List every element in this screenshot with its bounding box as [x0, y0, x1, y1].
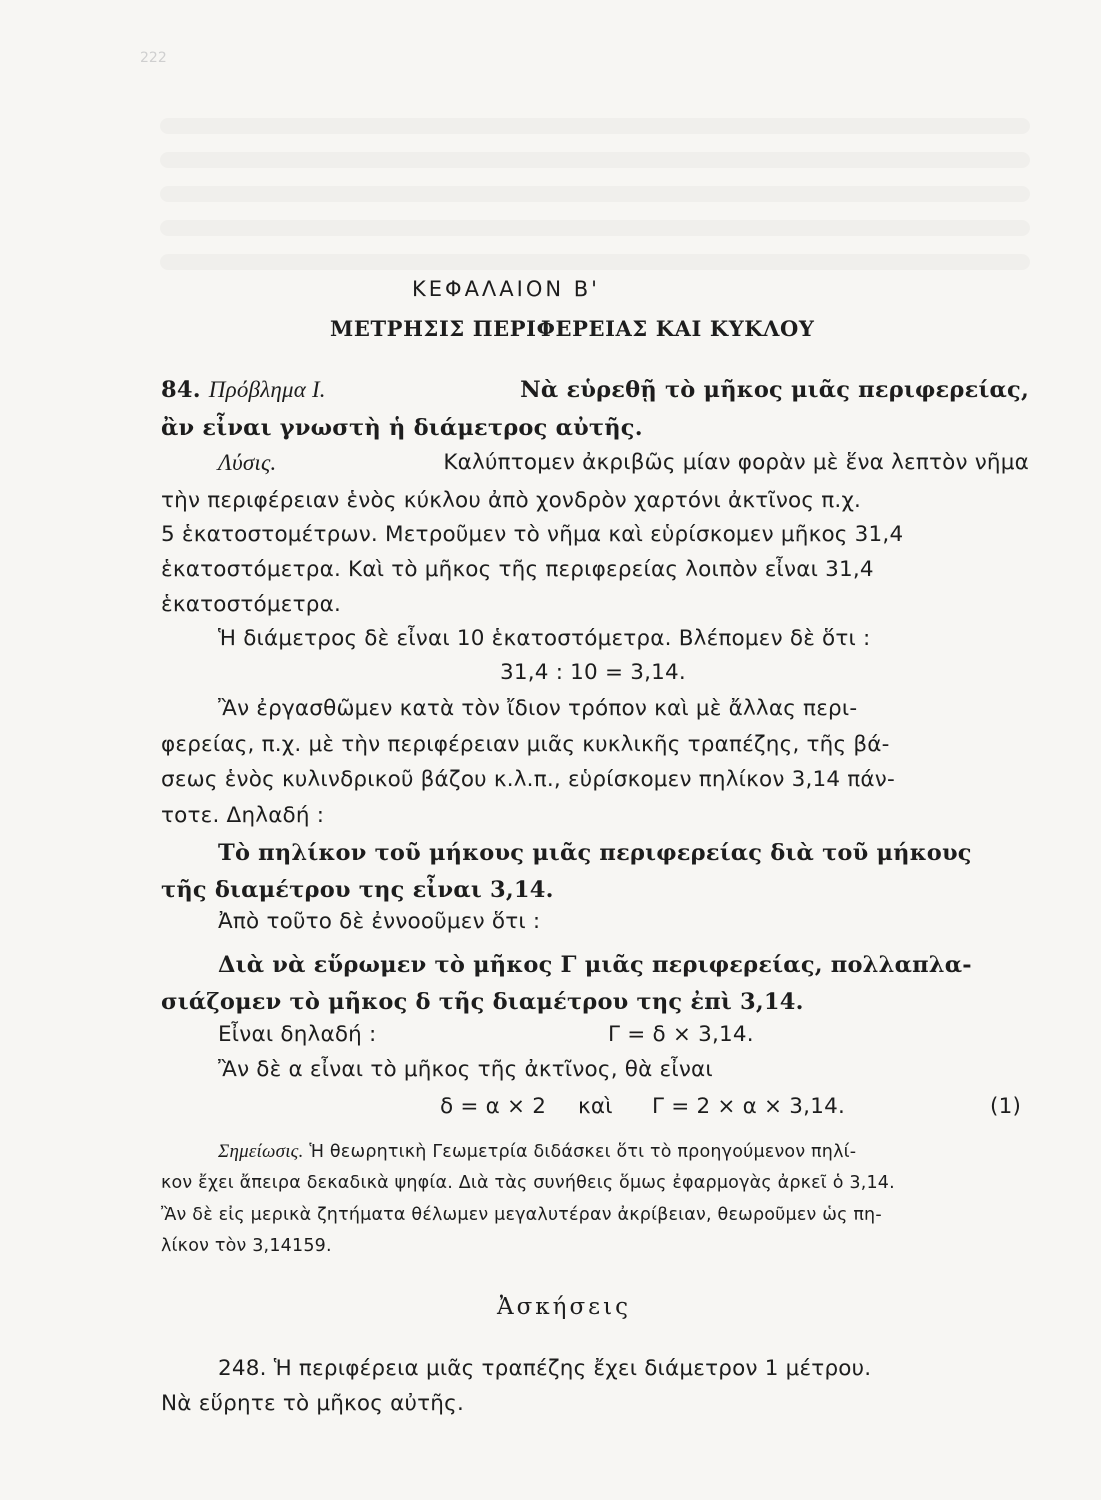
bleed-through: [160, 152, 1030, 168]
note-label: Σημείωσις.: [218, 1141, 304, 1162]
section-title: ΜΕΤΡΗΣΙΣ ΠΕΡΙΦΕΡΕΙΑΣ ΚΑΙ ΚΥΚΛΟΥ: [330, 316, 815, 341]
text-line: 5 ἑκατοστομέτρων. Μετροῦμεν τὸ νῆμα καὶ εὑρίσκομεν μῆκος 31,4: [161, 522, 904, 547]
text-line: Καλύπτομεν ἀκριβῶς μίαν φορὰν μὲ ἕνα λεπτὸν νῆμα: [443, 450, 1029, 475]
text-line: Ἂν δὲ α εἶναι τὸ μῆκος τῆς ἀκτῖνος, θὰ εἶναι: [218, 1057, 713, 1082]
text-line: Εἶναι δηλαδή :: [218, 1022, 377, 1047]
rule-statement: Διὰ νὰ εὕρωμεν τὸ μῆκος Γ μιᾶς περιφερείας, πολλαπλα-: [218, 952, 972, 978]
note-text: Ἡ θεωρητικὴ Γεωμετρία διδάσκει ὅτι τὸ προηγούμενον πηλί-: [309, 1142, 857, 1162]
text-line: φερείας, π.χ. μὲ τὴν περιφέρειαν μιᾶς κυκλικῆς τραπέζης, τῆς βά-: [161, 732, 890, 757]
chapter-heading: ΚΕΦΑΛΑΙΟΝ Β': [412, 277, 600, 301]
bleed-through: [160, 186, 1030, 202]
rule-statement: Τὸ πηλίκον τοῦ μήκους μιᾶς περιφερείας διὰ τοῦ μήκους: [218, 840, 972, 866]
bleed-through: [160, 220, 1030, 236]
bleed-through: [160, 254, 1030, 270]
equation-number: (1): [990, 1094, 1022, 1119]
page-number: 222: [140, 50, 167, 66]
exercise-line: Νὰ εὕρητε τὸ μῆκος αὐτῆς.: [161, 1391, 464, 1416]
note-line: Ἂν δὲ εἰς μερικὰ ζητήματα θέλωμεν μεγαλυτέραν ἀκρίβειαν, θεωροῦμεν ὡς πη-: [161, 1205, 882, 1225]
text-line: ἑκατοστόμετρα.: [161, 592, 341, 617]
solution-line: [218, 446, 1029, 480]
equation-connector: καὶ: [578, 1094, 613, 1119]
rule-statement: σιάζομεν τὸ μῆκος δ τῆς διαμέτρου της ἐπὶ 3,14.: [161, 989, 804, 1015]
note-line: κον ἔχει ἄπειρα δεκαδικὰ ψηφία. Διὰ τὰς συνήθεις ὅμως ἐφαρμογὰς ἀρκεῖ ὁ 3,14.: [161, 1173, 895, 1193]
text-line: τοτε. Δηλαδή :: [161, 803, 325, 828]
problem-number: 84.: [161, 377, 201, 403]
problem-statement: ἂν εἶναι γνωστὴ ἡ διάμετρος αὐτῆς.: [161, 415, 643, 441]
note-line: λίκον τὸν 3,14159.: [161, 1236, 332, 1256]
rule-statement: τῆς διαμέτρου της εἶναι 3,14.: [161, 877, 554, 903]
equation: δ = α × 2: [440, 1094, 547, 1119]
problem-label: Πρόβλημα Ι.: [208, 377, 326, 402]
text-line: Ἂν ἐργασθῶμεν κατὰ τὸν ἴδιον τρόπον καὶ μὲ ἄλλας περι-: [218, 696, 858, 721]
problem-line: [161, 373, 1029, 407]
text-line: ἑκατοστόμετρα. Καὶ τὸ μῆκος τῆς περιφερείας λοιπὸν εἶναι 31,4: [161, 557, 874, 582]
text-line: τὴν περιφέρειαν ἑνὸς κύκλου ἀπὸ χονδρὸν χαρτόνι ἀκτῖνος π.χ.: [161, 488, 862, 513]
bleed-through: [160, 118, 1030, 134]
equation: 31,4 : 10 = 3,14.: [500, 660, 686, 685]
text-line: σεως ἑνὸς κυλινδρικοῦ βάζου κ.λ.π., εὑρίσκομεν πηλίκον 3,14 πάν-: [161, 767, 895, 792]
equation: Γ = 2 × α × 3,14.: [652, 1094, 845, 1119]
equation: Γ = δ × 3,14.: [608, 1022, 754, 1047]
solution-label: Λύσις.: [218, 450, 277, 475]
note-line: [218, 1135, 856, 1169]
text-line: Ἀπὸ τοῦτο δὲ ἐννοοῦμεν ὅτι :: [218, 909, 541, 934]
problem-statement: Νὰ εὑρεθῇ τὸ μῆκος μιᾶς περιφερείας,: [520, 377, 1029, 403]
text-line: Ἡ διάμετρος δὲ εἶναι 10 ἑκατοστόμετρα. Βλέπομεν δὲ ὅτι :: [218, 626, 871, 651]
exercises-heading: Ἀσκήσεις: [497, 1294, 631, 1320]
exercise-line: 248. Ἡ περιφέρεια μιᾶς τραπέζης ἔχει διάμετρον 1 μέτρου.: [218, 1356, 872, 1381]
